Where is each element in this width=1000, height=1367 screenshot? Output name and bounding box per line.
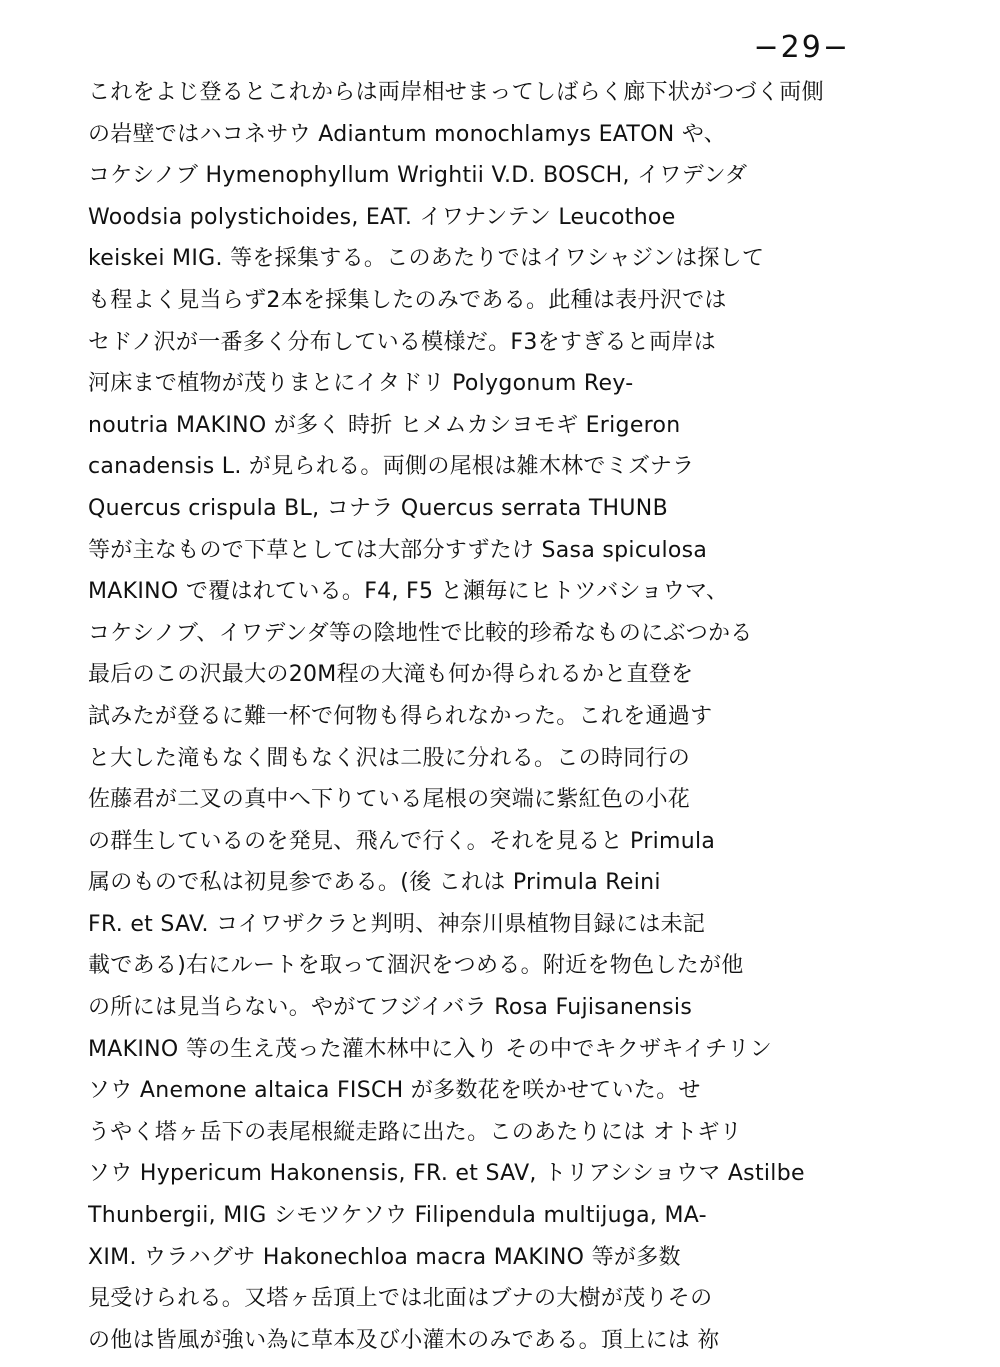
text-line: 河床まで植物が茂りまとにイタドリ Polygonum Rey- bbox=[88, 371, 634, 397]
text-line: keiskei MIG. 等を採集する。このあたりではイワシャジンは探して bbox=[88, 246, 765, 272]
text-line: の岩壁ではハコネサウ Adiantum monochlamys EATON や、 bbox=[88, 121, 726, 147]
text-line: FR. et SAV. コイワザクラと判明、神奈川県植物目録には未記 bbox=[88, 911, 706, 937]
page-number: −29− bbox=[753, 30, 850, 65]
text-line: 等が主なもので下草としては大部分すずたけ Sasa spiculosa bbox=[88, 537, 708, 563]
text-line: noutria MAKINO が多く 時折 ヒメムカシヨモギ Erigeron bbox=[88, 412, 681, 438]
text-line: canadensis L. が見られる。両側の尾根は雑木林でミズナラ bbox=[88, 454, 695, 480]
text-line: これをよじ登るとこれからは両岸相せまってしばらく廊下状がつづく両側 bbox=[88, 80, 824, 105]
text-line: MAKINO 等の生え茂った灌木林中に入り その中でキクザキイチリン bbox=[88, 1036, 773, 1062]
text-line: うやく塔ヶ岳下の表尾根縦走路に出た。このあたりには オトギリ bbox=[88, 1119, 742, 1145]
text-line: コケシノブ Hymenophyllum Wrightii V.D. BOSCH, イワデンダ bbox=[88, 163, 748, 189]
text-line: 属のもので私は初見参である。(後 これは Primula Reini bbox=[88, 870, 661, 896]
text-line: 試みたが登るに難一杯で何物も得られなかった。これを通過す bbox=[88, 703, 713, 729]
text-line: の群生しているのを発見、飛んで行く。それを見ると Primula bbox=[88, 828, 716, 854]
text-line: の所には見当らない。やがてフジイバラ Rosa Fujisanensis bbox=[88, 995, 693, 1021]
text-line: ソウ Hypericum Hakonensis, FR. et SAV, トリアシショウマ Astilbe bbox=[88, 1161, 805, 1187]
text-line: と大した滝もなく間もなく沢は二股に分れる。この時同行の bbox=[88, 745, 691, 771]
text-line: 佐藤君が二叉の真中へ下りている尾根の突端に紫紅色の小花 bbox=[88, 787, 691, 813]
text-line: の他は皆風が強い為に草本及び小灌木のみである。頂上には 祢 bbox=[88, 1327, 720, 1353]
text-line: ソウ Anemone altaica FISCH が多数花を咲かせていた。せ bbox=[88, 1078, 701, 1104]
text-line: も程よく見当らず2本を採集したのみである。此種は表丹沢では bbox=[88, 287, 727, 313]
text-line: XIM. ウラハグサ Hakonechloa macra MAKINO 等が多数 bbox=[88, 1244, 681, 1270]
text-line: MAKINO で覆はれている。F4, F5 と瀬毎にヒトツバショウマ、 bbox=[88, 579, 729, 605]
text-line: 載である)右にルートを取って涸沢をつめる。附近を物色したが他 bbox=[88, 953, 744, 979]
handwritten-text-body bbox=[88, 72, 908, 1361]
text-line: 最后のこの沢最大の20M程の大滝も何か得られるかと直登を bbox=[88, 662, 694, 688]
text-line: 見受けられる。又塔ヶ岳頂上では北面はブナの大樹が茂りその bbox=[88, 1286, 713, 1312]
text-line: Thunbergii, MIG シモツケソウ Filipendula multijuga, MA- bbox=[88, 1203, 707, 1229]
text-line: Quercus crispula BL, コナラ Quercus serrata THUNB bbox=[88, 495, 668, 521]
text-line: Woodsia polystichoides, EAT. イワナンテン Leucothoe bbox=[88, 204, 676, 230]
text-line: セドノ沢が一番多く分布している模様だ。F3をすぎると両岸は bbox=[88, 329, 717, 355]
text-line: コケシノブ、イワデンダ等の陰地性で比較的珍希なものにぶつかる bbox=[88, 620, 753, 646]
